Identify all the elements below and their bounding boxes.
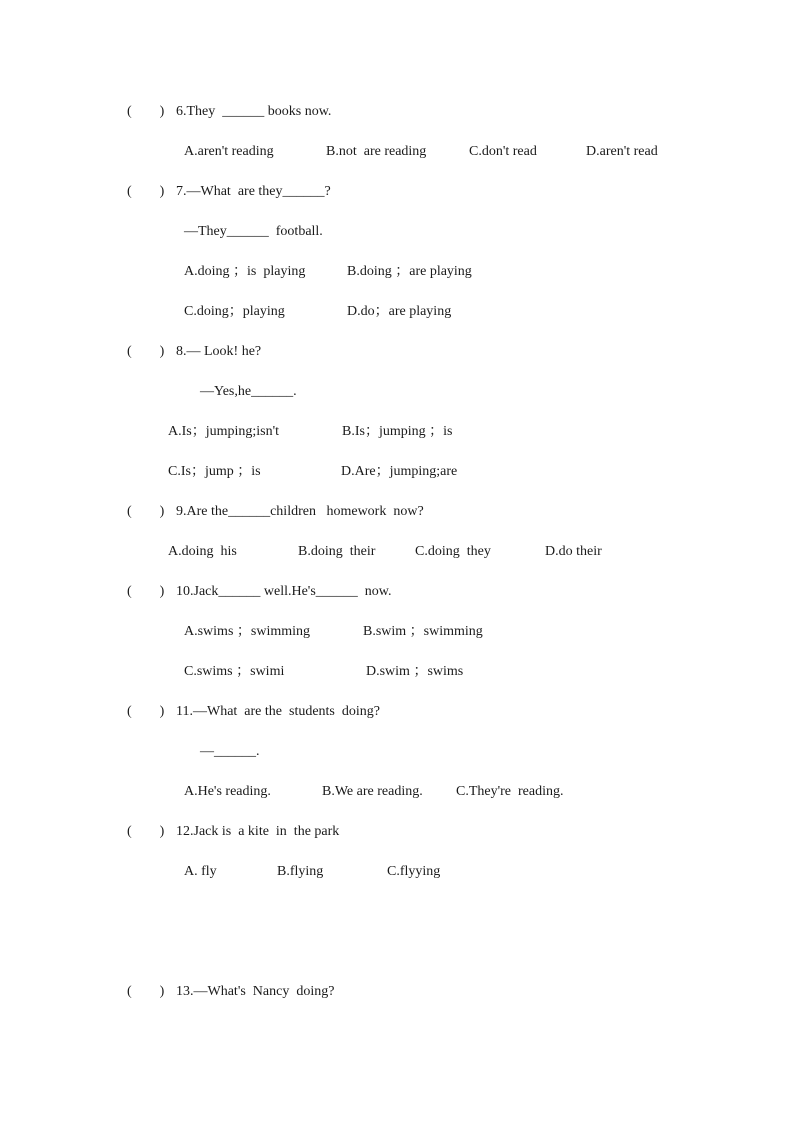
q9-option-c: C.doing they	[415, 544, 491, 559]
q8-stem: 8.— Look! he?	[176, 344, 262, 359]
q10-option-a: A.swims ；swimming	[184, 624, 311, 639]
q10-stem: 10.Jack______ well.He's______ now.	[176, 584, 392, 599]
q6-stem: 6.They ______ books now.	[176, 104, 332, 119]
q6-option-b: B.not are reading	[326, 144, 427, 159]
q7-option-a: A.doing ；is playing	[184, 264, 306, 279]
q9-paren: ( )	[127, 504, 165, 519]
q11-stem: 11.—What are the students doing?	[176, 704, 380, 719]
q12-paren: ( )	[127, 824, 165, 839]
q10-paren: ( )	[127, 584, 165, 599]
q11-sub: —______.	[200, 744, 260, 759]
q6-option-d: D.aren't read	[586, 144, 658, 159]
q11-option-c: C.They're reading.	[456, 784, 564, 799]
q6-option-c: C.don't read	[469, 144, 537, 159]
q8-option-a: A.Is；jumping;isn't	[168, 424, 280, 439]
q10-option-c: C.swims ；swimi	[184, 664, 285, 679]
q10-option-b: B.swim ；swimming	[363, 624, 483, 639]
q11-option-a: A.He's reading.	[184, 784, 271, 799]
q8-option-c: C.Is；jump ；is	[168, 464, 261, 479]
q7-paren: ( )	[127, 184, 165, 199]
q11-paren: ( )	[127, 704, 165, 719]
q7-option-c: C.doing；playing	[184, 304, 285, 319]
q11-option-b: B.We are reading.	[322, 784, 423, 799]
q6-paren: ( )	[127, 104, 165, 119]
q10-option-d: D.swim ；swims	[366, 664, 464, 679]
q7-stem: 7.—What are they______?	[176, 184, 331, 199]
q12-option-a: A. fly	[184, 864, 217, 879]
q13-paren: ( )	[127, 984, 165, 999]
q9-option-a: A.doing his	[168, 544, 237, 559]
q6-option-a: A.aren't reading	[184, 144, 274, 159]
q9-stem: 9.Are the______children homework now?	[176, 504, 424, 519]
q9-option-d: D.do their	[545, 544, 602, 559]
q7-option-b: B.doing ；are playing	[347, 264, 472, 279]
q9-option-b: B.doing their	[298, 544, 376, 559]
q12-option-b: B.flying	[277, 864, 324, 879]
q8-sub: —Yes,he______.	[200, 384, 297, 399]
q7-sub: —They______ football.	[184, 224, 323, 239]
q8-option-b: B.Is；jumping ；is	[342, 424, 453, 439]
q13-stem: 13.—What's Nancy doing?	[176, 984, 335, 999]
q8-paren: ( )	[127, 344, 165, 359]
q8-option-d: D.Are；jumping;are	[341, 464, 458, 479]
q7-option-d: D.do；are playing	[347, 304, 452, 319]
q12-stem: 12.Jack is a kite in the park	[176, 824, 340, 839]
q12-option-c: C.flyying	[387, 864, 441, 879]
